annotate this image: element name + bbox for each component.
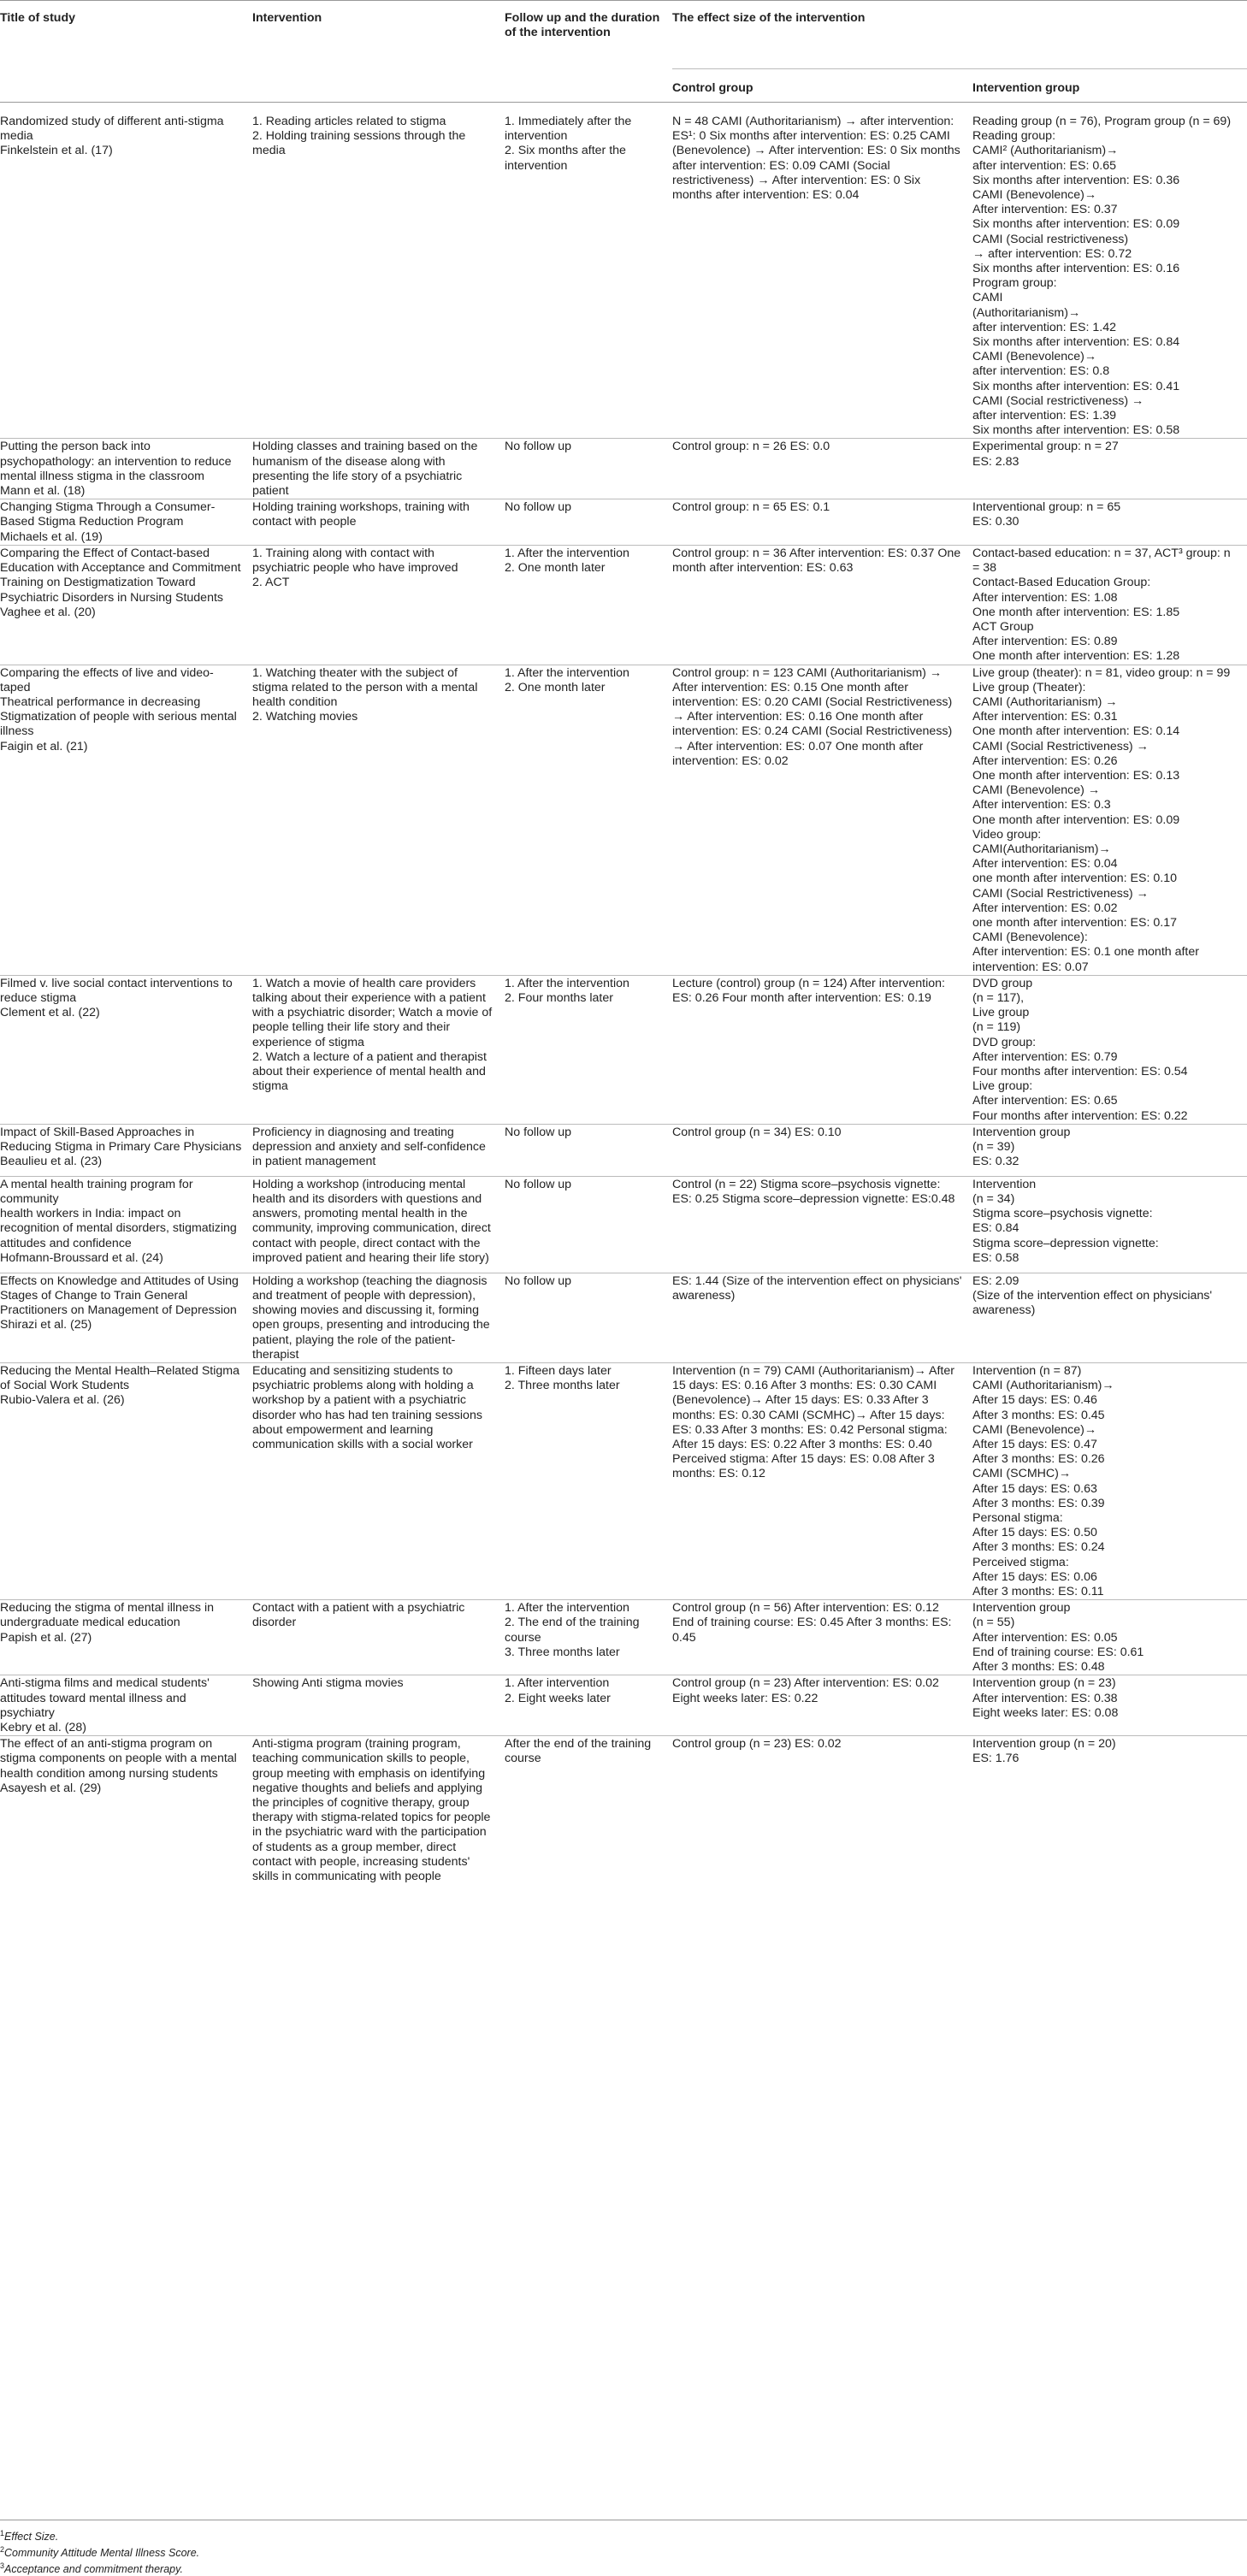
control-group-cell: Control group (n = 23) After intervention: ES: 0.02 Eight weeks later: ES: 0.22 xyxy=(672,1675,972,1736)
study-title-cell: Comparing the effects of live and video-taped Theatrical performance in decreasing Stigmatization of people with serious mental illness Faigin et al. (21) xyxy=(0,665,252,975)
control-group-cell: Control group: n = 26 ES: 0.0 xyxy=(672,439,972,499)
intervention-group-cell: Live group (theater): n = 81, video group: n = 99 Live group (Theater): CAMI (Authoritarianism) → After intervention: ES: 0.31 One month after intervention: ES: 0.14 CAMI (Social Restrictiveness) → After intervention: ES: 0.26 One month after intervention: ES: 0.13 CAMI (Benevolence) → After intervention: ES: 0.3 One month after intervention: ES: 0.09 Video group: CAMI(Authoritarianism)→ After intervention: ES: 0.04 one month after intervention: ES: 0.10 CAMI (Social Restrictiveness) → After intervention: ES: 0.02 one month after intervention: ES: 0.17 CAMI (Benevolence): After intervention: ES: 0.1 one month after intervention: ES: 0.07 xyxy=(972,665,1247,975)
intervention-cell: Anti-stigma program (training program, teaching communication skills to people, group meeting with emphasis on identifying negative thoughts and beliefs and applying the principles of cognitive therapy, group therapy with stigma-related topics for people in the psychiatric ward with the participation of students as a group member, direct contact with people, increasing students' skills in communicating with people xyxy=(252,1736,505,1885)
header-title-of-study: Title of study xyxy=(0,1,252,103)
table-row xyxy=(0,1736,1247,1885)
control-group-cell: Lecture (control) group (n = 124) After intervention: ES: 0.26 Four month after intervention: ES: 0.19 xyxy=(672,975,972,1124)
footnote-mark: 1 xyxy=(0,2529,5,2538)
intervention-cell: Holding training workshops, training with contact with people xyxy=(252,499,505,546)
table-row xyxy=(0,1124,1247,1176)
footnote-text: Acceptance and commitment therapy. xyxy=(4,2563,183,2576)
follow-up-cell: No follow up xyxy=(505,439,672,499)
table-row xyxy=(0,1363,1247,1600)
control-group-cell: ES: 1.44 (Size of the intervention effect on physicians' awareness) xyxy=(672,1273,972,1362)
control-group-cell: Control group (n = 56) After intervention: ES: 0.12 End of training course: ES: 0.45 After 3 months: ES: 0.45 xyxy=(672,1600,972,1675)
intervention-cell: Showing Anti stigma movies xyxy=(252,1675,505,1736)
intervention-group-cell: Experimental group: n = 27 ES: 2.83 xyxy=(972,439,1247,499)
header-follow-up: Follow up and the duration of the intervention xyxy=(505,1,672,103)
study-title-cell: Reducing the stigma of mental illness in undergraduate medical education Papish et al. (27) xyxy=(0,1600,252,1675)
intervention-cell: Proficiency in diagnosing and treating depression and anxiety and self-confidence in patient management xyxy=(252,1124,505,1176)
intervention-group-cell: Intervention group (n = 55) After intervention: ES: 0.05 End of training course: ES: 0.61 After 3 months: ES: 0.48 xyxy=(972,1600,1247,1675)
footnotes xyxy=(0,2520,1247,2576)
table-row xyxy=(0,1273,1247,1362)
follow-up-cell: 1. After the intervention 2. One month later xyxy=(505,545,672,665)
control-group-cell: Control group: n = 36 After intervention: ES: 0.37 One month after intervention: ES: 0.63 xyxy=(672,545,972,665)
follow-up-cell: No follow up xyxy=(505,1176,672,1273)
follow-up-cell: 1. After intervention 2. Eight weeks later xyxy=(505,1675,672,1736)
footnote xyxy=(0,2544,1247,2560)
intervention-cell: 1. Watching theater with the subject of stigma related to the person with a mental health condition 2. Watching movies xyxy=(252,665,505,975)
intervention-cell: 1. Training along with contact with psychiatric people who have improved 2. ACT xyxy=(252,545,505,665)
intervention-group-cell: Interventional group: n = 65 ES: 0.30 xyxy=(972,499,1247,546)
table-row xyxy=(0,1600,1247,1675)
footnote-mark: 2 xyxy=(0,2545,5,2555)
table-row xyxy=(0,1176,1247,1273)
control-group-cell: Control group: n = 123 CAMI (Authoritarianism) → After intervention: ES: 0.15 One month after intervention: ES: 0.20 CAMI (Social Restrictiveness) → After intervention: ES: 0.16 One month after intervention: ES: 0.24 CAMI (Social Restrictiveness) → After intervention: ES: 0.07 One month after intervention: ES: 0.02 xyxy=(672,665,972,975)
follow-up-cell: 1. After the intervention 2. Four months later xyxy=(505,975,672,1124)
intervention-group-cell: Intervention (n = 87) CAMI (Authoritarianism)→ After 15 days: ES: 0.46 After 3 months: ES: 0.45 CAMI (Benevolence)→ After 15 days: ES: 0.47 After 3 months: ES: 0.26 CAMI (SCMHC)→ After 15 days: ES: 0.63 After 3 months: ES: 0.39 Personal stigma: After 15 days: ES: 0.50 After 3 months: ES: 0.24 Perceived stigma: After 15 days: ES: 0.06 After 3 months: ES: 0.11 xyxy=(972,1363,1247,1600)
table-row xyxy=(0,1675,1247,1736)
header-intervention: Intervention xyxy=(252,1,505,103)
table-row xyxy=(0,665,1247,975)
intervention-cell: 1. Reading articles related to stigma 2. Holding training sessions through the media xyxy=(252,103,505,439)
header-effect-size: The effect size of the intervention xyxy=(672,1,1247,69)
study-title-cell: Changing Stigma Through a Consumer-Based Stigma Reduction Program Michaels et al. (19) xyxy=(0,499,252,546)
follow-up-cell: No follow up xyxy=(505,499,672,546)
table-row xyxy=(0,103,1247,439)
footnote-text: Effect Size. xyxy=(4,2531,59,2544)
table-row xyxy=(0,975,1247,1124)
control-group-cell: Intervention (n = 79) CAMI (Authoritarianism)→ After 15 days: ES: 0.16 After 3 months: ES: 0.30 CAMI (Benevolence)→ After 15 days: ES: 0.33 After 3 months: ES: 0.30 CAMI (SCMHC)→ After 15 days: ES: 0.33 After 3 months: ES: 0.42 Personal stigma: After 15 days: ES: 0.22 After 3 months: ES: 0.40 Perceived stigma: After 15 days: ES: 0.08 After 3 months: ES: 0.12 xyxy=(672,1363,972,1600)
intervention-cell: Contact with a patient with a psychiatric disorder xyxy=(252,1600,505,1675)
control-group-cell: Control (n = 22) Stigma score–psychosis vignette: ES: 0.25 Stigma score–depression vignette: ES:0.48 xyxy=(672,1176,972,1273)
intervention-cell: Holding a workshop (introducing mental health and its disorders with questions and answers, promoting mental health in the community, improving communication, direct contact with people, direct contact with the improved patient and hearing their life story) xyxy=(252,1176,505,1273)
table-body xyxy=(0,103,1247,1885)
intervention-cell: Holding a workshop (teaching the diagnosis and treatment of people with depression), showing movies and discussing it, forming open groups, presenting and introducing the patient, playing the role of the patient-therapist xyxy=(252,1273,505,1362)
intervention-group-cell: Reading group (n = 76), Program group (n = 69) Reading group: CAMI² (Authoritarianism)→ after intervention: ES: 0.65 Six months after intervention: ES: 0.36 CAMI (Benevolence)→ After intervention: ES: 0.37 Six months after intervention: ES: 0.09 CAMI (Social restrictiveness) → after intervention: ES: 0.72 Six months after intervention: ES: 0.16 Program group: CAMI (Authoritarianism)→ after intervention: ES: 1.42 Six months after intervention: ES: 0.84 CAMI (Benevolence)→ after intervention: ES: 0.8 Six months after intervention: ES: 0.41 CAMI (Social restrictiveness) → after intervention: ES: 1.39 Six months after intervention: ES: 0.58 xyxy=(972,103,1247,439)
study-title-cell: Impact of Skill-Based Approaches in Reducing Stigma in Primary Care Physicians Beaulieu et al. (23) xyxy=(0,1124,252,1176)
intervention-cell: 1. Watch a movie of health care providers talking about their experience with a patient with a psychiatric disorder; Watch a movie of people telling their life story and their experience of stigma 2. Watch a lecture of a patient and therapist about their experience of mental health and stigma xyxy=(252,975,505,1124)
study-title-cell: A mental health training program for community health workers in India: impact on recognition of mental disorders, stigmatizing attitudes and confidence Hofmann-Broussard et al. (24) xyxy=(0,1176,252,1273)
header-intervention-group: Intervention group xyxy=(972,69,1247,103)
footnote-mark: 3 xyxy=(0,2561,5,2571)
intervention-group-cell: Intervention group (n = 23) After intervention: ES: 0.38 Eight weeks later: ES: 0.08 xyxy=(972,1675,1247,1736)
study-title-cell: Comparing the Effect of Contact-based Education with Acceptance and Commitment Training on Destigmatization Toward Psychiatric Disorders in Nursing Students Vaghee et al. (20) xyxy=(0,545,252,665)
follow-up-cell: No follow up xyxy=(505,1273,672,1362)
intervention-group-cell: Intervention group (n = 39) ES: 0.32 xyxy=(972,1124,1247,1176)
intervention-cell: Educating and sensitizing students to psychiatric problems along with holding a workshop by a patient with a psychiatric disorder who has had ten training sessions about empowerment and learning communication skills with a social worker xyxy=(252,1363,505,1600)
table-row xyxy=(0,439,1247,499)
study-title-cell: The effect of an anti-stigma program on stigma components on people with a mental health condition among nursing students Asayesh et al. (29) xyxy=(0,1736,252,1885)
intervention-cell: Holding classes and training based on the humanism of the disease along with presenting the life story of a psychiatric patient xyxy=(252,439,505,499)
intervention-group-cell: Intervention group (n = 20) ES: 1.76 xyxy=(972,1736,1247,1885)
study-title-cell: Anti-stigma films and medical students' attitudes toward mental illness and psychiatry Kebry et al. (28) xyxy=(0,1675,252,1736)
control-group-cell: Control group (n = 34) ES: 0.10 xyxy=(672,1124,972,1176)
study-title-cell: Effects on Knowledge and Attitudes of Using Stages of Change to Train General Practitioners on Management of Depression Shirazi et al. (25) xyxy=(0,1273,252,1362)
follow-up-cell: After the end of the training course xyxy=(505,1736,672,1885)
study-title-cell: Filmed v. live social contact interventions to reduce stigma Clement et al. (22) xyxy=(0,975,252,1124)
follow-up-cell: 1. Fifteen days later 2. Three months later xyxy=(505,1363,672,1600)
table-row xyxy=(0,545,1247,665)
control-group-cell: N = 48 CAMI (Authoritarianism) → after intervention: ES¹: 0 Six months after intervention: ES: 0.25 CAMI (Benevolence) → After intervention: ES: 0 Six months after intervention: ES: 0.09 CAMI (Social restrictiveness) → After intervention: ES: 0 Six months after intervention: ES: 0.04 xyxy=(672,103,972,439)
header-control-group: Control group xyxy=(672,69,972,103)
footnote xyxy=(0,2560,1247,2576)
footnote xyxy=(0,2527,1247,2544)
study-title-cell: Putting the person back into psychopathology: an intervention to reduce mental illness stigma in the classroom Mann et al. (18) xyxy=(0,439,252,499)
table-row xyxy=(0,499,1247,546)
intervention-group-cell: ES: 2.09 (Size of the intervention effect on physicians' awareness) xyxy=(972,1273,1247,1362)
intervention-group-cell: Intervention (n = 34) Stigma score–psychosis vignette: ES: 0.84 Stigma score–depression vignette: ES: 0.58 xyxy=(972,1176,1247,1273)
control-group-cell: Control group (n = 23) ES: 0.02 xyxy=(672,1736,972,1885)
study-title-cell: Reducing the Mental Health–Related Stigma of Social Work Students Rubio-Valera et al. (26) xyxy=(0,1363,252,1600)
study-title-cell: Randomized study of different anti-stigma media Finkelstein et al. (17) xyxy=(0,103,252,439)
follow-up-cell: 1. Immediately after the intervention 2. Six months after the intervention xyxy=(505,103,672,439)
intervention-group-cell: Contact-based education: n = 37, ACT³ group: n = 38 Contact-Based Education Group: After intervention: ES: 1.08 One month after intervention: ES: 1.85 ACT Group After intervention: ES: 0.89 One month after intervention: ES: 1.28 xyxy=(972,545,1247,665)
intervention-group-cell: DVD group (n = 117), Live group (n = 119) DVD group: After intervention: ES: 0.79 Four months after intervention: ES: 0.54 Live group: After intervention: ES: 0.65 Four months after intervention: ES: 0.22 xyxy=(972,975,1247,1124)
follow-up-cell: No follow up xyxy=(505,1124,672,1176)
control-group-cell: Control group: n = 65 ES: 0.1 xyxy=(672,499,972,546)
follow-up-cell: 1. After the intervention 2. One month later xyxy=(505,665,672,975)
table-header xyxy=(0,1,1247,103)
footnote-text: Community Attitude Mental Illness Score. xyxy=(4,2547,200,2560)
follow-up-cell: 1. After the intervention 2. The end of the training course 3. Three months later xyxy=(505,1600,672,1675)
